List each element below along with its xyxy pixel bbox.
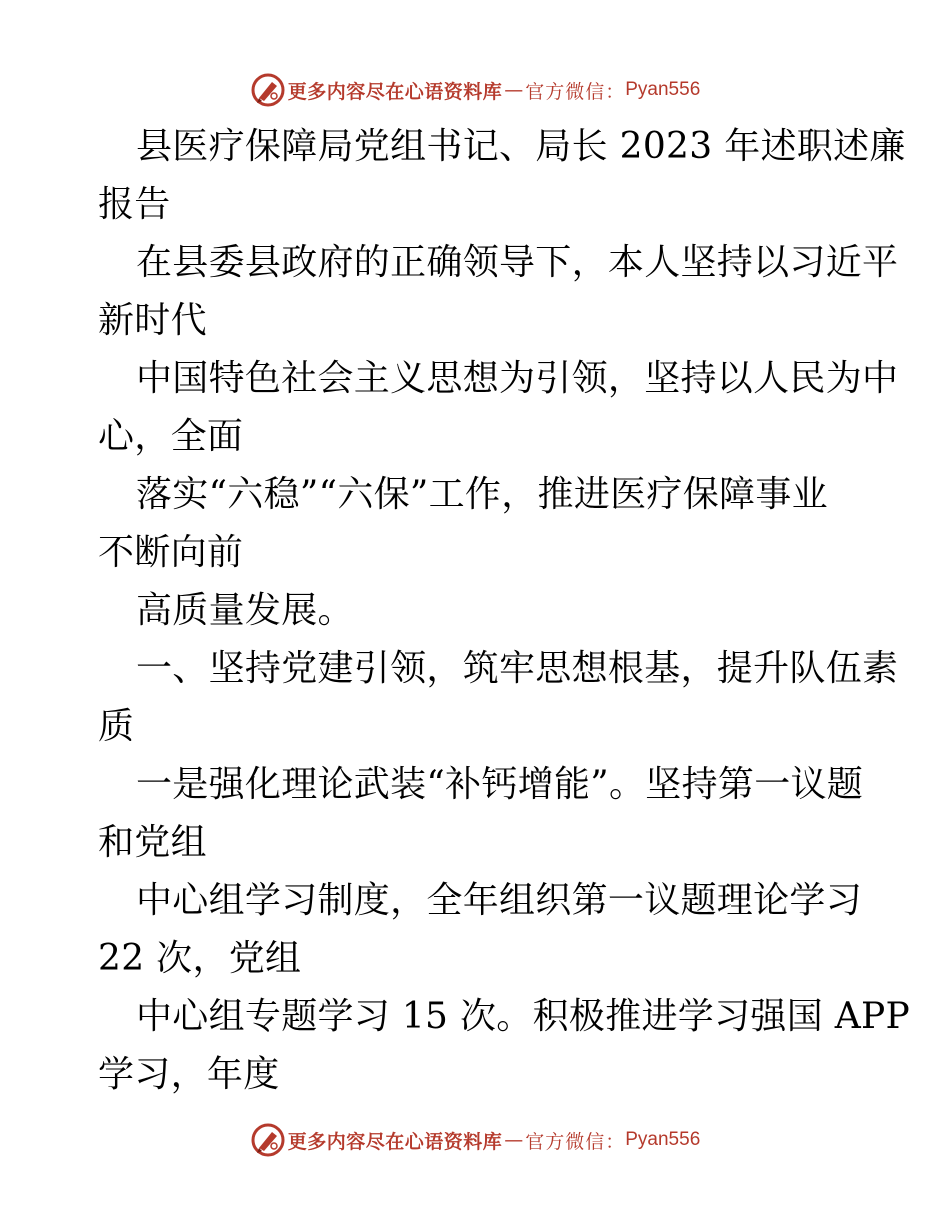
footer-banner xyxy=(0,1122,950,1158)
banner-official-text: 官方微信： xyxy=(525,80,626,103)
header-banner xyxy=(0,72,950,108)
text-line: 学习，年度 xyxy=(98,1054,280,1095)
text-line: 在县委县政府的正确领导下，本人坚持以习近平 xyxy=(136,242,899,283)
banner-separator: — xyxy=(504,79,524,101)
text-line: 心，全面 xyxy=(98,416,244,457)
text-line: 一是强化理论武装“补钙增能”。坚持第一议题 xyxy=(136,764,864,805)
text-line: 新时代 xyxy=(98,300,207,341)
text-line: 质 xyxy=(98,706,135,747)
text-line: 报告 xyxy=(98,184,171,225)
banner-wechat-id: Pyan556 xyxy=(625,79,701,100)
banner-site-text: 更多内容尽在心语资料库 xyxy=(287,80,503,103)
text-line: 落实“六稳”“六保”工作，推进医疗保障事业 xyxy=(136,474,828,515)
banner-official-text: 官方微信： xyxy=(525,1130,626,1153)
banner-wechat-id: Pyan556 xyxy=(625,1129,701,1150)
section-heading: 一、坚持党建引领，筑牢思想根基，提升队伍素 xyxy=(136,648,899,689)
text-line: 县医疗保障局党组书记、局长 2023 年述职述廉 xyxy=(136,126,906,167)
text-line: 中心组学习制度，全年组织第一议题理论学习 xyxy=(136,880,863,921)
pen-logo-icon xyxy=(250,1122,286,1158)
text-line: 中心组专题学习 15 次。积极推进学习强国 APP xyxy=(136,996,911,1037)
banner-site-text: 更多内容尽在心语资料库 xyxy=(287,1130,503,1153)
text-line: 22 次，党组 xyxy=(98,938,302,979)
banner-separator: — xyxy=(504,1129,524,1151)
pen-logo-icon xyxy=(250,72,286,108)
text-line: 中国特色社会主义思想为引领，坚持以人民为中 xyxy=(136,358,899,399)
text-line: 不断向前 xyxy=(98,532,244,573)
text-line: 高质量发展。 xyxy=(136,590,354,631)
text-line: 和党组 xyxy=(98,822,207,863)
